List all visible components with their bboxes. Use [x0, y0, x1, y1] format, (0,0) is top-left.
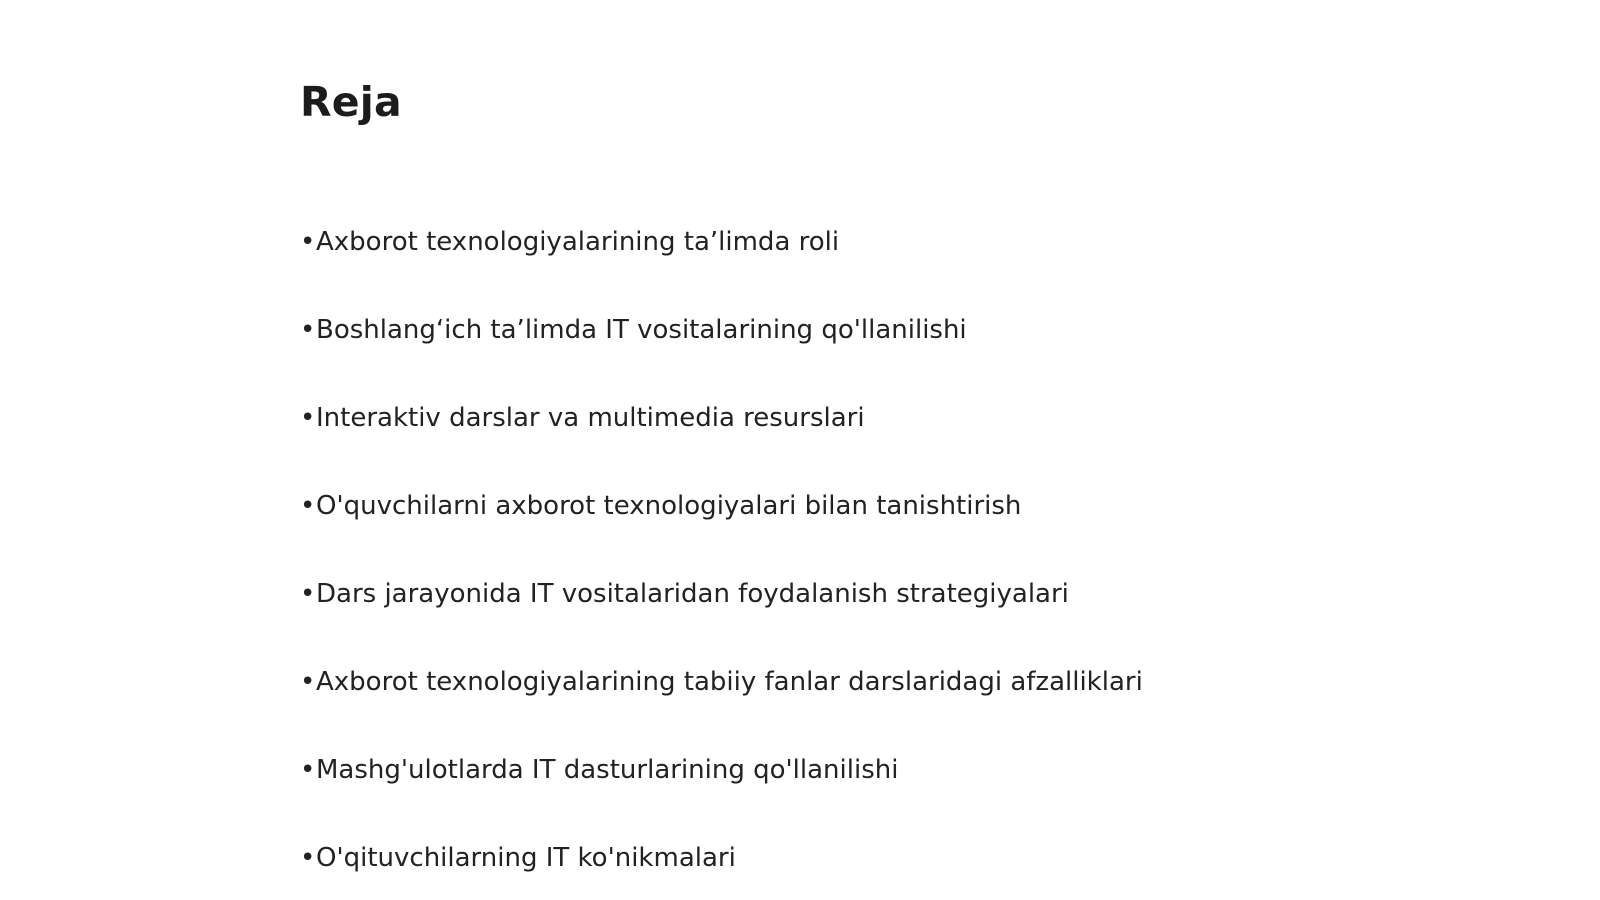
- list-item-text: Axborot texnologiyalarining tabiiy fanlar darslaridagi afzalliklari: [316, 667, 1143, 697]
- list-item: [300, 838, 1143, 900]
- plan-list: [300, 222, 1143, 900]
- list-item: [300, 310, 1143, 398]
- bullet-icon: •: [300, 843, 316, 873]
- bullet-icon: •: [300, 403, 316, 433]
- bullet-icon: •: [300, 491, 316, 521]
- list-item: [300, 750, 1143, 838]
- list-item: [300, 222, 1143, 310]
- list-item: [300, 574, 1143, 662]
- list-item: [300, 486, 1143, 574]
- list-item-text: O'quvchilarni axborot texnologiyalari bilan tanishtirish: [316, 491, 1022, 521]
- slide-title: Reja: [300, 78, 402, 126]
- list-item: [300, 662, 1143, 750]
- list-item-text: Axborot texnologiyalarining ta’limda roli: [316, 227, 840, 257]
- bullet-icon: •: [300, 667, 316, 697]
- list-item-text: O'qituvchilarning IT ko'nikmalari: [316, 843, 736, 873]
- list-item: [300, 398, 1143, 486]
- bullet-icon: •: [300, 579, 316, 609]
- bullet-icon: •: [300, 315, 316, 345]
- bullet-icon: •: [300, 227, 316, 257]
- list-item-text: Mashg'ulotlarda IT dasturlarining qo'llanilishi: [316, 755, 899, 785]
- bullet-icon: •: [300, 755, 316, 785]
- list-item-text: Dars jarayonida IT vositalaridan foydalanish strategiyalari: [316, 579, 1069, 609]
- list-item-text: Boshlang‘ich ta’limda IT vositalarining qo'llanilishi: [316, 315, 967, 345]
- list-item-text: Interaktiv darslar va multimedia resurslari: [316, 403, 865, 433]
